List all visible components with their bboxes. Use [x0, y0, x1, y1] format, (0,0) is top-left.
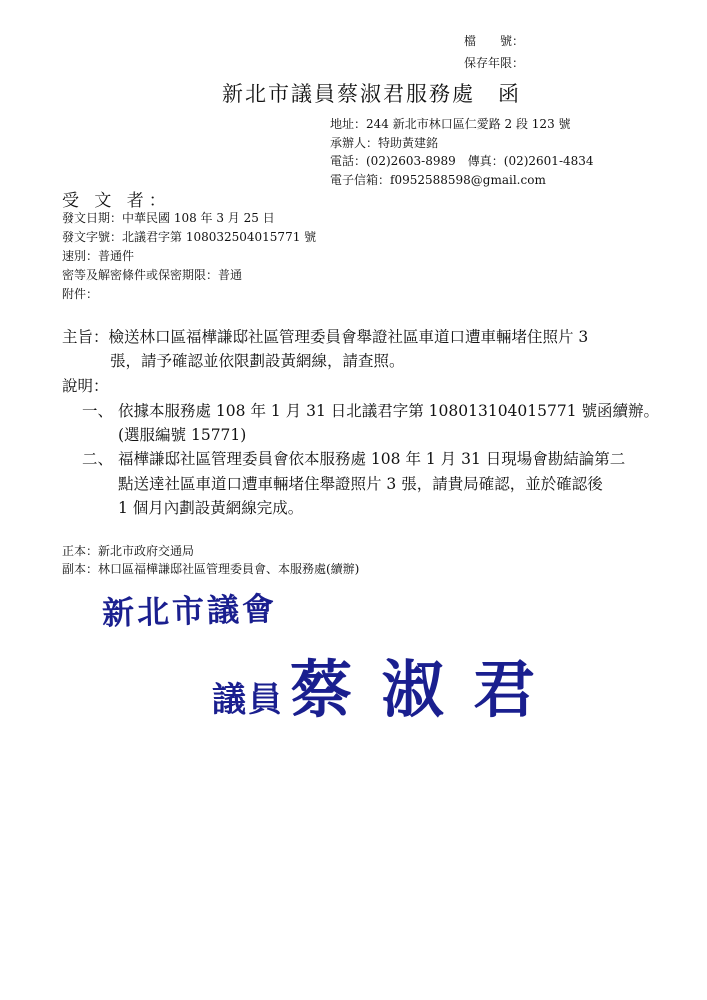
- council-stamp: 新北市議會: [101, 589, 278, 633]
- subject-line-2: 張，請予確認並依限劃設黃網線，請查照。: [110, 352, 405, 370]
- item-2-line-3: 1 個月內劃設黃網線完成。: [118, 499, 304, 517]
- contact-email: 電子信箱：f0952588598@gmail.com: [330, 173, 546, 187]
- councilor-role-stamp: 議員: [212, 680, 284, 720]
- contact-handler: 承辦人：特助黃建銘: [330, 136, 439, 150]
- item-2-line-1: 福樺謙邸社區管理委員會依本服務處 108 年 1 月 31 日現場會勘結論第二: [118, 450, 626, 468]
- contact-phone-fax: 電話：(02)2603-8989 傳真：(02)2601-4834: [330, 154, 594, 168]
- explanation-label: 說明：: [62, 377, 109, 395]
- issue-date: 發文日期：中華民國 108 年 3 月 25 日: [62, 211, 275, 225]
- page-title: 新北市議員蔡淑君服務處 函: [222, 82, 521, 106]
- contact-address: 地址：244 新北市林口區仁愛路 2 段 123 號: [330, 117, 571, 131]
- item-1-line-2: (選服編號 15771): [118, 426, 247, 444]
- delivery-speed: 速別：普通件: [62, 249, 135, 263]
- attachment-label: 附件：: [62, 287, 99, 301]
- retention-label: 保存年限：: [464, 56, 525, 70]
- subject-line-1: 主旨：檢送林口區福樺謙邸社區管理委員會舉證社區車道口遭車輛堵住照片 3: [62, 328, 589, 346]
- security-level: 密等及解密條件或保密期限：普通: [62, 268, 243, 282]
- item-2-line-2: 點送達社區車道口遭車輛堵住舉證照片 3 張，請貴局確認，並於確認後: [118, 475, 603, 493]
- file-number-label: 檔 號：: [464, 34, 525, 48]
- recipient-label: 受 文 者：: [62, 191, 171, 211]
- item-1-line-1: 依據本服務處 108 年 1 月 31 日北議君字第 108013104015771 號函續辦。: [118, 402, 660, 420]
- item-1-number: 一、: [82, 402, 114, 420]
- councilor-name-stamp: 蔡 淑 君: [290, 653, 540, 726]
- copy-recipients: 副本：林口區福樺謙邸社區管理委員會、本服務處(續辦): [62, 562, 360, 576]
- original-recipient: 正本：新北市政府交通局: [62, 544, 195, 558]
- item-2-number: 二、: [82, 450, 114, 468]
- document-number: 發文字號：北議君字第 108032504015771 號: [62, 230, 317, 244]
